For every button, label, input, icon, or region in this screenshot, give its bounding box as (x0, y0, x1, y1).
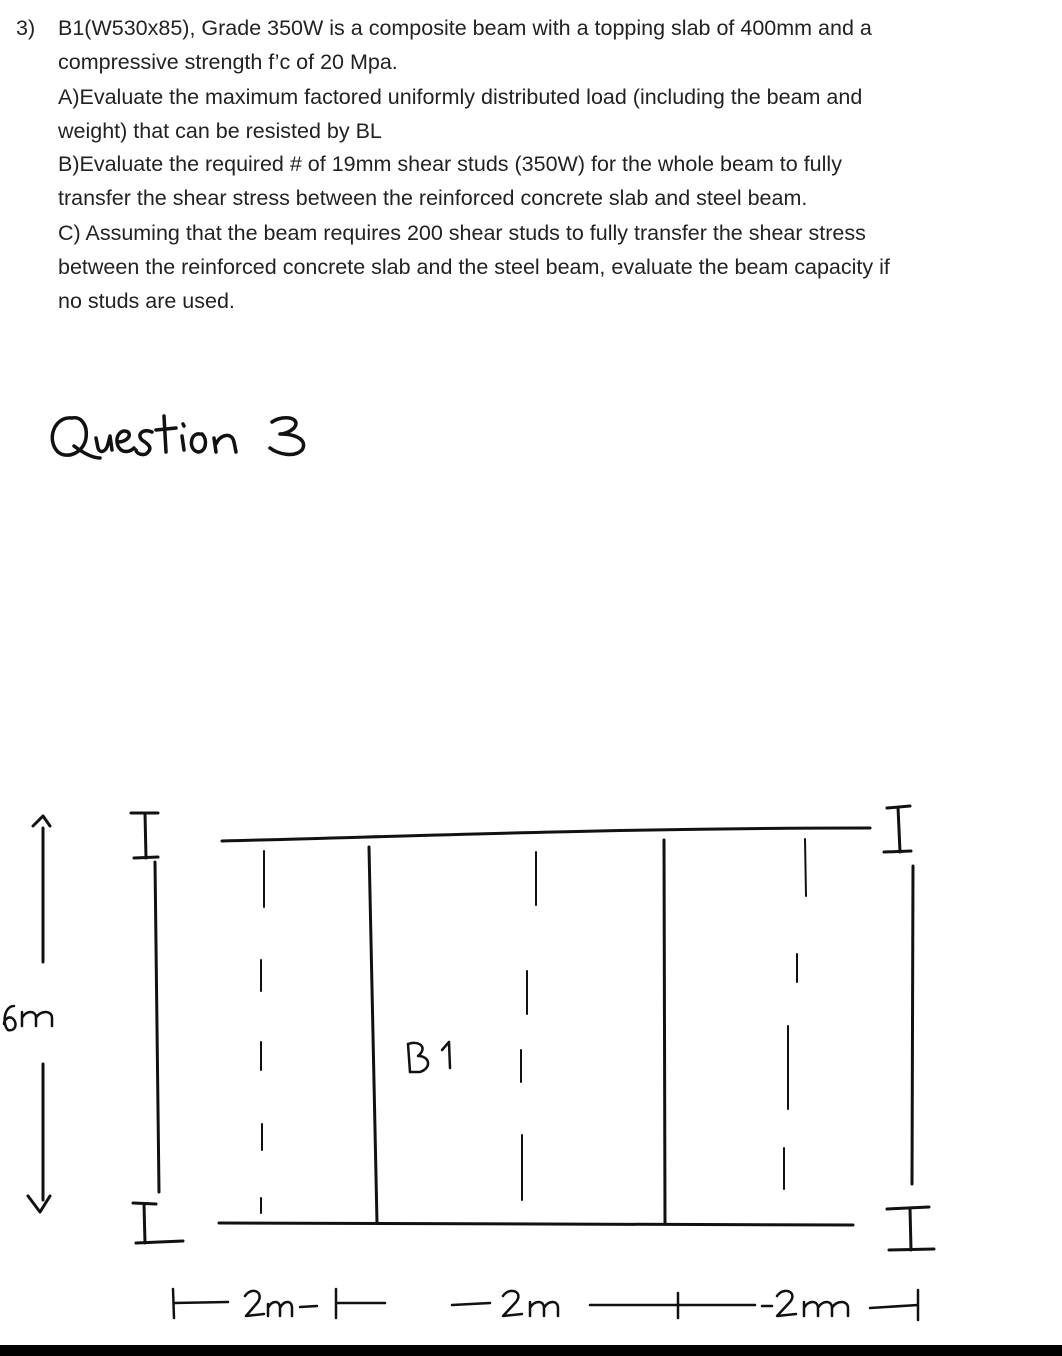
column-bottom-left (133, 1203, 183, 1243)
interior-beam-2 (664, 840, 665, 1223)
column-bottom-right (887, 1207, 934, 1250)
bay-dimension-1 (245, 1291, 292, 1316)
girder-right (912, 866, 913, 1184)
question-line: between the reinforced concrete slab and the steel beam, evaluate the beam capacity if (58, 255, 890, 279)
question-line: B)Evaluate the required # of 19mm shear studs (350W) for the whole beam to fully (58, 152, 842, 176)
question-line: transfer the shear stress between the reinforced concrete slab and steel beam. (58, 186, 808, 210)
column-top-left (131, 813, 158, 858)
column-top-right (884, 806, 911, 852)
question-line: no studs are used. (58, 289, 235, 313)
question-line: C) Assuming that the beam requires 200 shear studs to fully transfer the shear stress (58, 221, 866, 245)
question-line: B1(W530x85), Grade 350W is a composite beam with a topping slab of 400mm and a (58, 16, 872, 40)
interior-beam-1 (369, 847, 377, 1223)
beam-label (408, 1042, 450, 1072)
span-dimension (4, 816, 52, 1212)
edge-beam-bottom (219, 1223, 853, 1225)
joist-dashed-3 (784, 839, 806, 1189)
joist-dashed-2 (521, 852, 536, 1200)
question-line: A)Evaluate the maximum factored uniformly distributed load (including the beam and (58, 85, 863, 109)
joist-dashed-1 (261, 851, 264, 1213)
edge-beam-top (222, 828, 870, 841)
arrowhead-down-icon (28, 1196, 50, 1212)
bottom-edge-bar (0, 1345, 1062, 1356)
question-line: compressive strength f’c of 20 Mpa. (58, 50, 398, 74)
bay-dimension-2 (503, 1291, 558, 1316)
bay-dimension-3 (762, 1291, 848, 1316)
sketch-heading (52, 416, 303, 458)
question-line: weight) that can be resisted by BL (58, 119, 382, 143)
question-number: 3) (16, 16, 36, 40)
girder-left (155, 862, 159, 1192)
arrowhead-up-icon (33, 816, 50, 826)
